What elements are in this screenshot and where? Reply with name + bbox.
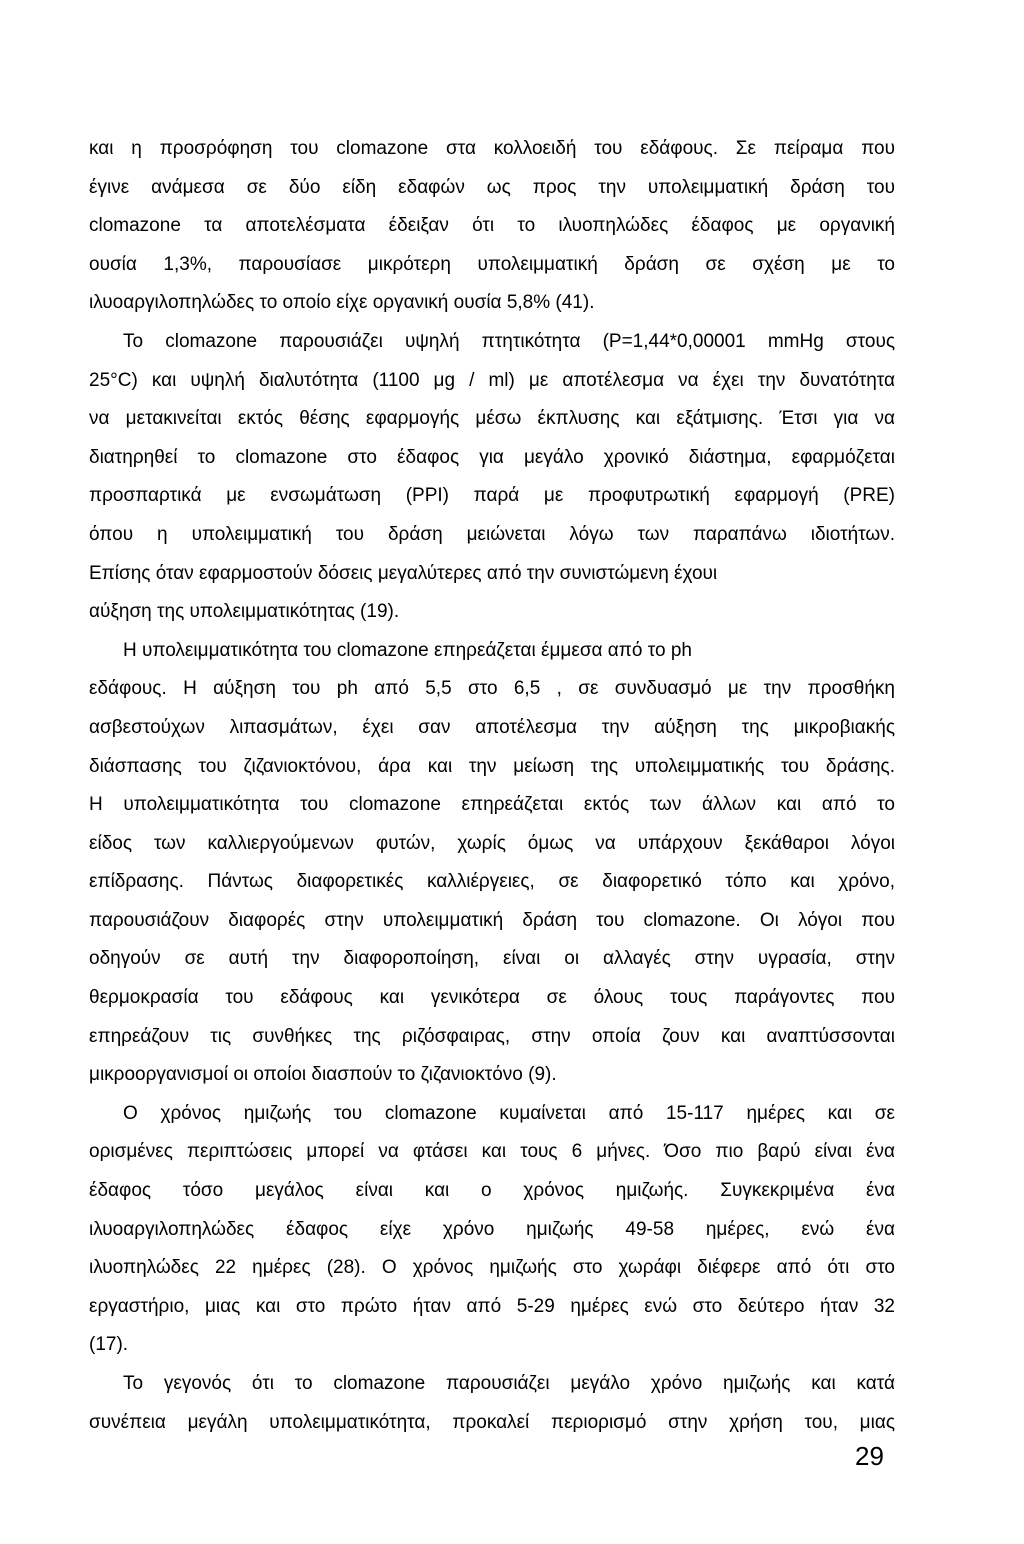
text-line: Η υπολειμματικότητα του clomazone επηρεάζεται εκτός των άλλων και από το xyxy=(89,794,895,816)
text-line: ιλυοαργιλοπηλώδες το οποίο είχε οργανική ουσία 5,8% (41). xyxy=(89,292,595,314)
body-text xyxy=(89,130,895,1442)
text-line: Το clomazone παρουσιάζει υψηλή πτητικότητα (Ρ=1,44*0,00001 mmHg στους xyxy=(123,330,895,352)
text-line: παρουσιάζουν διαφορές στην υπολειμματική δράση του clomazone. Οι λόγοι που xyxy=(89,909,895,931)
text-line: 25°C) και υψηλή διαλυτότητα (1100 μg / ml) με αποτέλεσμα να έχει την δυνατότητα xyxy=(89,369,895,391)
text-line: ουσία 1,3%, παρουσίασε μικρότερη υπολειμματική δράση σε σχέση με το xyxy=(89,253,895,275)
text-line: μικροοργανισμοί οι οποίοι διασπούν το ζιζανιοκτόνο (9). xyxy=(89,1064,557,1086)
text-line: εδάφους. Η αύξηση του ph από 5,5 στο 6,5 , σε συνδυασμό με την προσθήκη xyxy=(89,678,895,700)
text-line: ασβεστούχων λιπασμάτων, έχει σαν αποτέλεσμα την αύξηση της μικροβιακής xyxy=(89,716,895,738)
text-line: είδος των καλλιεργούμενων φυτών, χωρίς όμως να υπάρχουν ξεκάθαροι λόγοι xyxy=(89,832,895,854)
text-line: διάσπασης του ζιζανιοκτόνου, άρα και την μείωση της υπολειμματικής του δράσης. xyxy=(89,755,895,777)
text-line: διατηρηθεί το clomazone στο έδαφος για μεγάλο χρονικό διάστημα, εφαρμόζεται xyxy=(89,446,895,468)
text-line: όπου η υπολειμματική του δράση μειώνεται λόγω των παραπάνω ιδιοτήτων. xyxy=(89,523,895,545)
text-line: προσπαρτικά με ενσωμάτωση (PPI) παρά με προφυτρωτική εφαρμογή (PRE) xyxy=(89,485,895,507)
text-line: ιλυοαργιλοπηλώδες έδαφος είχε χρόνο ημιζωής 49-58 ημέρες, ενώ ένα xyxy=(89,1218,895,1240)
text-line: clomazone τα αποτελέσματα έδειξαν ότι το ιλυοπηλώδες έδαφος με οργανική xyxy=(89,215,895,237)
text-line: Επίσης όταν εφαρμοστούν δόσεις μεγαλύτερες από την συνιστώμενη έχουι xyxy=(89,562,718,584)
text-line: (17). xyxy=(89,1334,129,1356)
text-line: συνέπεια μεγάλη υπολειμματικότητα, προκαλεί περιορισμό στην χρήση του, μιας xyxy=(89,1411,895,1433)
text-line: θερμοκρασία του εδάφους και γενικότερα σε όλους τους παράγοντες που xyxy=(89,987,895,1009)
text-line: Ο χρόνος ημιζωής του clomazone κυμαίνεται από 15-117 ημέρες και σε xyxy=(123,1102,895,1124)
text-line: επίδρασης. Πάντως διαφορετικές καλλιέργειες, σε διαφορετικό τόπο και χρόνο, xyxy=(89,871,895,893)
text-line: έγινε ανάμεσα σε δύο είδη εδαφών ως προς την υπολειμματική δράση του xyxy=(89,176,895,198)
text-line: έδαφος τόσο μεγάλος είναι και ο χρόνος ημιζωής. Συγκεκριμένα ένα xyxy=(89,1180,895,1202)
text-line: εργαστήριο, μιας και στο πρώτο ήταν από 5-29 ημέρες ενώ στο δεύτερο ήταν 32 xyxy=(89,1295,895,1317)
text-line: Η υπολειμματικότητα του clomazone επηρεάζεται έμμεσα από το ph xyxy=(123,639,692,661)
text-line: να μετακινείται εκτός θέσης εφαρμογής μέσω έκπλυσης και εξάτμισης. Έτσι για να xyxy=(89,408,895,430)
text-line: ορισμένες περιπτώσεις μπορεί να φτάσει και τους 6 μήνες. Όσο πιο βαρύ είναι ένα xyxy=(89,1141,895,1163)
text-line: Το γεγονός ότι το clomazone παρουσιάζει μεγάλο χρόνο ημιζωής και κατά xyxy=(123,1373,895,1394)
page-number: 29 xyxy=(855,1441,884,1471)
text-line: οδηγούν σε αυτή την διαφοροποίηση, είναι οι αλλαγές στην υγρασία, στην xyxy=(89,948,895,970)
text-line: επηρεάζουν τις συνθήκες της ριζόσφαιρας, στην οποία ζουν και αναπτύσσονται xyxy=(89,1025,895,1047)
text-line: ιλυοπηλώδες 22 ημέρες (28). Ο χρόνος ημιζωής στο χωράφι διέφερε από ότι στο xyxy=(89,1257,895,1279)
text-line: και η προσρόφηση του clomazone στα κολλοειδή του εδάφους. Σε πείραμα που xyxy=(89,138,895,159)
text-line: αύξηση της υπολειμματικότητας (19). xyxy=(89,601,400,623)
